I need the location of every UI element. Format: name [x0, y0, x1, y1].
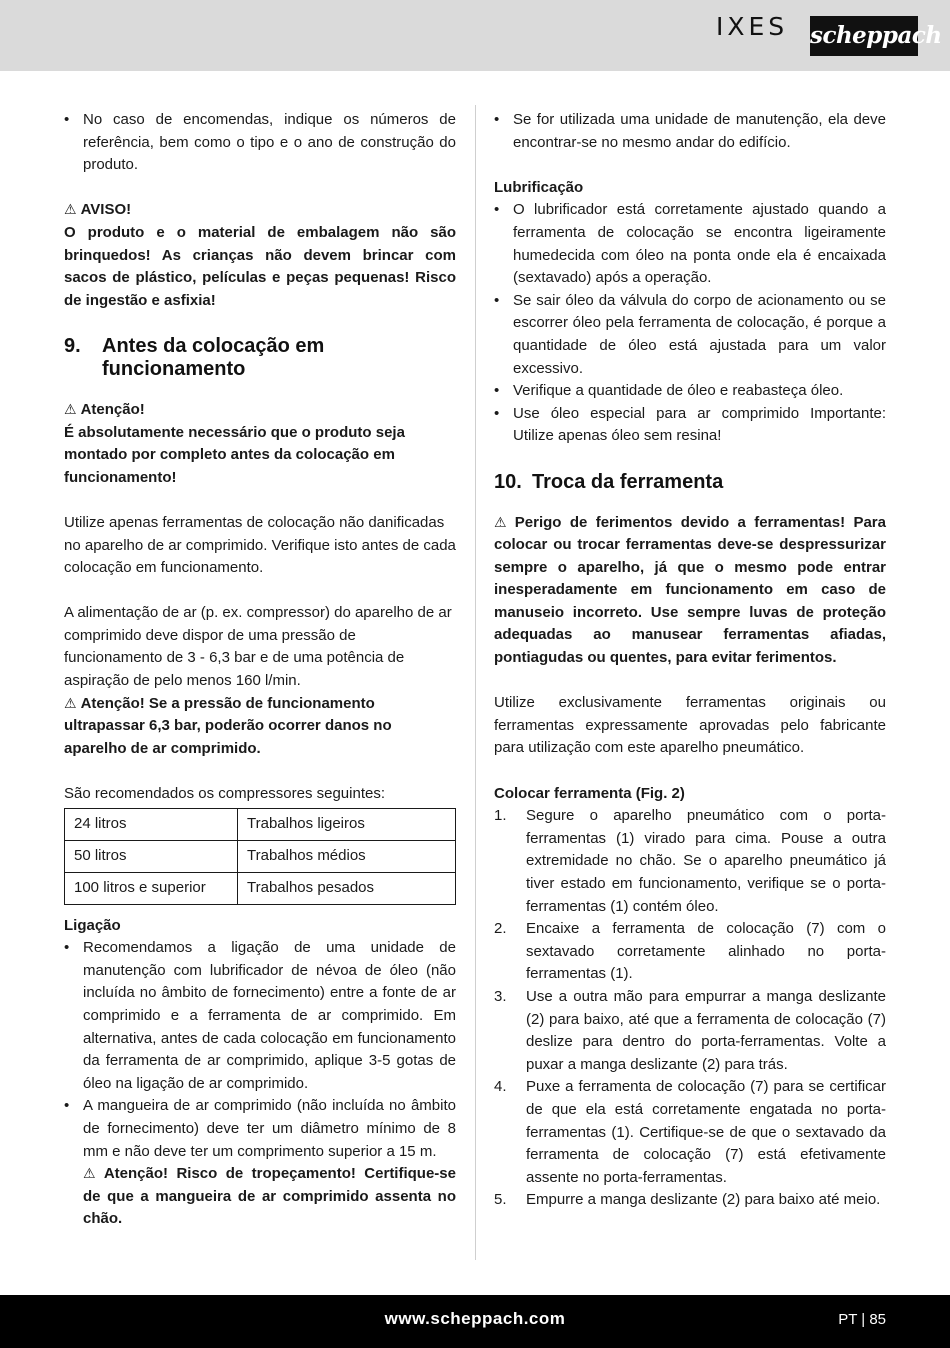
lubrication-list	[494, 199, 886, 448]
insert-tool-title: Colocar ferramenta (Fig. 2)	[494, 784, 685, 802]
step-text: Puxe a ferramenta de colocação (7) para se certificar de que ela está corretamente engatada no porta-ferramentas (1). Certifique-se de que o sextavado da ferramenta de colocação (7) está efetivamente assente no porta-ferramentas.	[526, 1078, 886, 1186]
table-row	[65, 840, 456, 872]
right-column	[494, 109, 886, 1212]
trip-warning: ⚠ Atenção! Risco de tropeçamento! Certifique-se de que a mangueira de ar comprimido assenta no chão.	[83, 1163, 456, 1231]
step-text: Use a outra mão para empurrar a manga deslizante (2) para baixo, até que a ferramenta de colocação (7) deslize para dentro do porta-ferramentas. Volte a puxar a manga deslizante (2) para trás.	[526, 987, 886, 1073]
section-title: Troca da ferramenta	[532, 470, 724, 493]
section-number: 10.	[494, 470, 522, 493]
table-cell: Trabalhos pesados	[238, 872, 456, 904]
step-number: 5.	[494, 1191, 507, 1209]
ixes-logo: IXES	[716, 12, 789, 41]
compressor-table	[64, 808, 456, 905]
list-item: • Recomendamos a ligação de uma unidade de manutenção com lubrificador de névoa de óleo (não incluída no âmbito de fornecimento) entre a fonte de ar comprimido e a ferramenta de ar comprimido. Em alternativa, antes de cada colocação em funcionamento da ferramenta de ar comprimido, aplique 3-5 gotas de óleo na ligação de ar comprimido.	[64, 937, 456, 1095]
list-item: • Verifique a quantidade de óleo e reabasteça óleo.	[494, 380, 886, 403]
step-item	[494, 1189, 886, 1212]
packaging-warning	[64, 199, 456, 312]
step-item	[494, 805, 886, 918]
table-row	[65, 808, 456, 840]
step-item	[494, 918, 886, 986]
step-number: 1.	[494, 807, 507, 825]
list-item: • Se for utilizada uma unidade de manutenção, ela deve encontrar-se no mesmo andar do edifício.	[494, 109, 886, 154]
table-cell: 50 litros	[65, 840, 238, 872]
connection-title: Ligação	[64, 916, 121, 934]
page-number: PT | 85	[838, 1311, 886, 1328]
warning-title: ⚠ AVISO!	[64, 199, 456, 222]
list-item: • Se sair óleo da válvula do corpo de acionamento ou se escorrer óleo pela ferramenta de colocação, é porque a quantidade de óleo está ajustada para um valor excessivo.	[494, 290, 886, 380]
section-9-heading	[64, 335, 456, 381]
insert-steps	[494, 805, 886, 1212]
maintenance-list	[494, 109, 886, 154]
list-item: • O lubrificador está corretamente ajustado quando a ferramenta de colocação se encontra ligeiramente humedecida com óleo na ponta onde ela é encaixada (sextavado) após a operação.	[494, 199, 886, 289]
section-title: Antes da colocação em funcionamento	[102, 334, 325, 380]
page-footer	[0, 1295, 950, 1348]
table-cell: Trabalhos médios	[238, 840, 456, 872]
warning-text: O produto e o material de embalagem não são brinquedos! As crianças não devem brincar com sacos de plástico, películas e peças pequenas! Risco de ingestão e asfixia!	[64, 223, 456, 309]
section-number: 9.	[64, 334, 81, 357]
air-supply-paragraph: A alimentação de ar (p. ex. compressor) do aparelho de ar comprimido deve dispor de uma pressão de funcionamento de 3 - 6,3 bar e de uma potência de aspiração de pelo menos 160 l/min.	[64, 604, 452, 690]
page-header	[0, 0, 950, 71]
attention-title: ⚠ Atenção!	[64, 399, 456, 422]
step-number: 4.	[494, 1078, 507, 1096]
compressors-intro: São recomendados os compressores seguintes:	[64, 785, 386, 803]
table-row	[65, 872, 456, 904]
hose-text: A mangueira de ar comprimido (não incluída no âmbito de fornecimento) deve ter um diâmetro mínimo de 8 mm e não deve ter um comprimento superior a 15 m.	[83, 1097, 456, 1160]
column-divider	[475, 105, 476, 1260]
step-item	[494, 1076, 886, 1189]
tools-paragraph: Utilize apenas ferramentas de colocação não danificadas no aparelho de ar comprimido. Verifique isto antes de cada colocação em funcionamento.	[64, 513, 456, 577]
order-info-list	[64, 109, 456, 177]
step-number: 2.	[494, 920, 507, 938]
original-tools-paragraph: Utilize exclusivamente ferramentas originais ou ferramentas expressamente aprovadas pelo fabricante para utilização com este aparelho pneumático.	[494, 694, 886, 757]
attention-text: É absolutamente necessário que o produto seja montado por completo antes da colocação em funcionamento!	[64, 423, 405, 486]
lubrication-title: Lubrificação	[494, 178, 584, 196]
website-link[interactable]: www.scheppach.com	[384, 1309, 566, 1328]
step-text: Empurre a manga deslizante (2) para baixo até meio.	[526, 1191, 881, 1209]
scheppach-logo: scheppach	[810, 16, 918, 56]
left-column	[64, 109, 456, 1231]
pressure-warning: ⚠ Atenção! Se a pressão de funcionamento ultrapassar 6,3 bar, poderão ocorrer danos no aparelho de ar comprimido.	[64, 693, 456, 761]
step-text: Segure o aparelho pneumático com o porta-ferramentas (1) virado para cima. Pouse a outra extremidade no chão. Se o aparelho pneumático já tiver estado em funcionamento, verifique se o porta-ferramentas (1) contém óleo.	[526, 807, 886, 915]
assembly-attention	[64, 399, 456, 489]
list-item: • No caso de encomendas, indique os números de referência, bem como o tipo e o ano de construção do produto.	[64, 109, 456, 177]
section-10-heading	[494, 471, 886, 494]
connection-list	[64, 937, 456, 1231]
table-cell: Trabalhos ligeiros	[238, 808, 456, 840]
table-cell: 100 litros e superior	[65, 872, 238, 904]
list-item	[64, 1095, 456, 1231]
step-number: 3.	[494, 987, 507, 1005]
list-item: • Use óleo especial para ar comprimido Importante: Utilize apenas óleo sem resina!	[494, 403, 886, 448]
step-item	[494, 986, 886, 1076]
table-cell: 24 litros	[65, 808, 238, 840]
danger-warning: ⚠ Perigo de ferimentos devido a ferramentas! Para colocar ou trocar ferramentas deve-se despressurizar sempre o aparelho, já que o mesmo pode entrar inesperadamente em funcionamento em caso de manuseio incorreto. Use sempre luvas de proteção adequadas ao manusear ferramentas afiadas, pontiagudas ou quentes, para evitar ferimentos.	[494, 512, 886, 670]
step-text: Encaixe a ferramenta de colocação (7) com o sextavado corretamente alinhado no porta-ferramentas (1).	[526, 920, 886, 983]
